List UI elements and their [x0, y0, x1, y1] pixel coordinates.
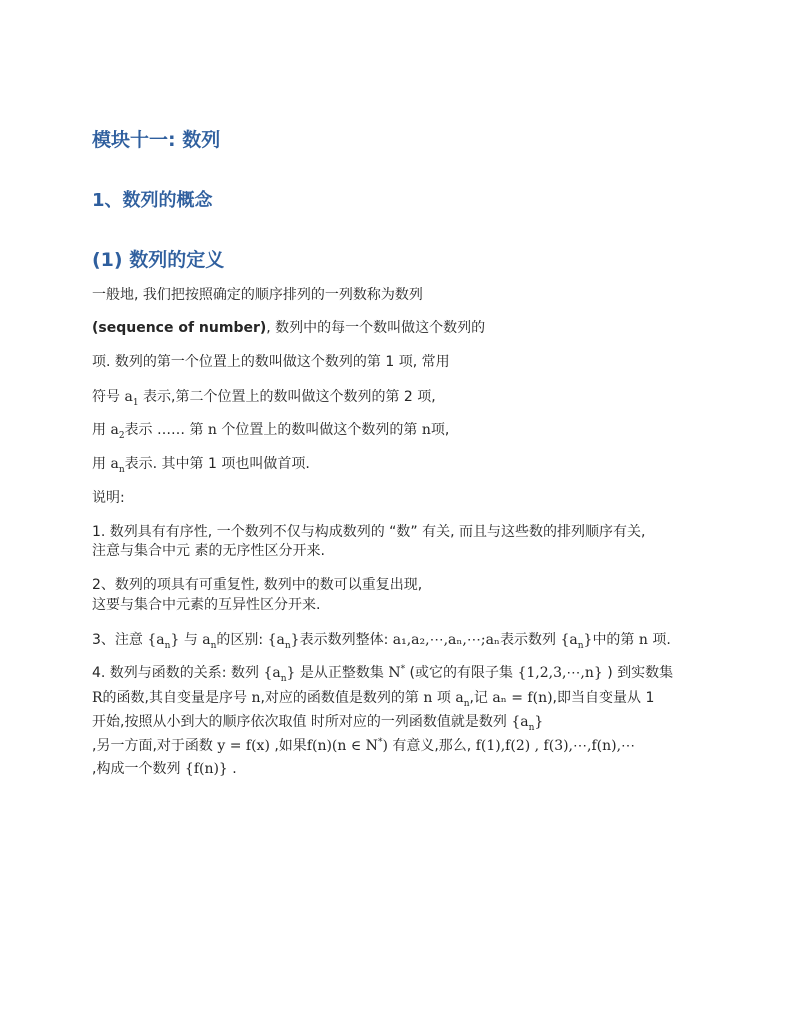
text: 项 — [436, 690, 451, 706]
math-set-an: $\{a_n\}$ — [511, 714, 544, 733]
text: 项. — [652, 632, 671, 648]
module-title: 模块十一: 数列 — [92, 129, 221, 151]
text: 开始,按照从小到大的顺序依次取值 时所对应的一列函数值就是数列 — [92, 714, 507, 730]
math-condition: f(n)(n ∈ N*) — [306, 737, 388, 754]
english-term: (sequence of number) — [92, 320, 267, 336]
math-set-an: $\{a_n\}$ — [147, 632, 180, 651]
text: 表示 …… 第 — [124, 422, 204, 438]
text: ,记 — [469, 690, 488, 706]
text: 的区别: — [216, 632, 264, 648]
explain-point-2a: 2、数列的项具有可重复性, 数列中的数可以重复出现, — [92, 577, 423, 593]
math-set-fn: {f(n)} — [184, 761, 228, 777]
math-set-an: $\{a_n\}$ — [560, 632, 593, 651]
text: ) 到实数集 — [607, 665, 674, 681]
text: 4. 数列与函数的关系: 数列 — [92, 665, 259, 681]
explain-point-1b: 注意与集合中元 素的无序性区分开来. — [92, 543, 325, 559]
text: 与 — [183, 632, 198, 648]
math-an: $a_n$ — [110, 456, 125, 475]
math-set-an: $\{a_n\}$ — [263, 665, 296, 684]
text: 的函数,其自变量是序号 — [102, 690, 247, 706]
text: 符号 — [92, 389, 120, 405]
text: 表示. 其中第 1 项也叫做首项. — [124, 456, 310, 472]
text: 用 — [92, 456, 106, 472]
math-n: n — [207, 422, 217, 438]
math-function: y = f(x) — [217, 738, 270, 754]
math-equation: aₙ = f(n) — [492, 690, 553, 706]
text: (或它的有限子集 — [409, 665, 513, 681]
explain-point-3 — [92, 631, 671, 649]
math-sequence: f(1),f(2) , f(3),⋯,f(n),⋯ — [475, 738, 636, 754]
text: ,另一方面,对于函数 — [92, 738, 213, 754]
text: 表示,第二个位置上的数叫做这个数列的第 2 项, — [143, 389, 436, 405]
math-set-an: $\{a_n\}$ — [267, 632, 300, 651]
text: . — [232, 761, 237, 777]
definition-line-2 — [92, 319, 485, 337]
explain-point-4-line-3 — [92, 713, 543, 731]
explain-point-4-line-5 — [92, 760, 237, 778]
math-n: n — [421, 422, 431, 438]
math-an: $a_n$ — [202, 632, 217, 651]
math-n-star: N* — [388, 664, 406, 681]
math-n: n — [423, 690, 433, 706]
subsection-heading: (1) 数列的定义 — [92, 249, 225, 271]
text: ,如果 — [274, 738, 307, 754]
text: 是从正整数集 — [299, 665, 384, 681]
text: 项, — [430, 422, 450, 438]
math-subset: {1,2,3,⋯,n} — [517, 665, 603, 681]
math-n: n — [251, 690, 261, 706]
definition-line-4 — [92, 388, 436, 406]
text: ,构成一个数列 — [92, 761, 181, 777]
definition-line-3 — [92, 353, 450, 371]
text: 表示数列 — [500, 632, 556, 648]
math-a1: $a_1$ — [124, 389, 139, 408]
definition-line-5 — [92, 421, 449, 439]
explain-point-1a: 1. 数列具有有序性, 一个数列不仅与构成数列的 “数” 有关, 而且与这些数的排列顺序有关, — [92, 524, 646, 540]
explain-point-4-line-4 — [92, 737, 635, 755]
text: ,即当自变量从 1 — [552, 690, 655, 706]
text: 用 — [92, 422, 106, 438]
math-an: $a_n$ — [455, 690, 470, 709]
text: 一般地, 我们把按照确定的顺序排列的一列数称为数列 — [92, 287, 423, 303]
text: , 数列中的每一个数叫做这个数列的 — [266, 320, 486, 336]
explain-point-4-line-2 — [92, 689, 654, 707]
explain-point-4-line-1 — [92, 664, 673, 682]
section-heading: 1、数列的概念 — [92, 190, 213, 211]
text: 项. 数列的第一个位置上的数叫做这个数列的第 1 项, 常用 — [92, 354, 450, 370]
text: 个位置上的数叫做这个数列的第 — [221, 422, 418, 438]
text: 3、注意 — [92, 632, 143, 648]
explain-point-2b: 这要与集合中元素的互异性区分开来. — [92, 597, 321, 613]
text: ,对应的函数值是数列的第 — [260, 690, 419, 706]
text: 表示数列整体: — [299, 632, 389, 648]
text: 中的第 — [592, 632, 635, 648]
explain-label: 说明: — [92, 490, 125, 506]
math-a2: $a_2$ — [110, 422, 125, 441]
definition-line-6 — [92, 455, 310, 473]
definition-line-1 — [92, 286, 423, 304]
math-n: n — [638, 632, 648, 648]
math-sequence-list: a₁,a₂,⋯,aₙ,⋯;aₙ — [392, 632, 500, 648]
text: 有意义,那么, — [392, 738, 472, 754]
math-R: R — [92, 690, 103, 706]
